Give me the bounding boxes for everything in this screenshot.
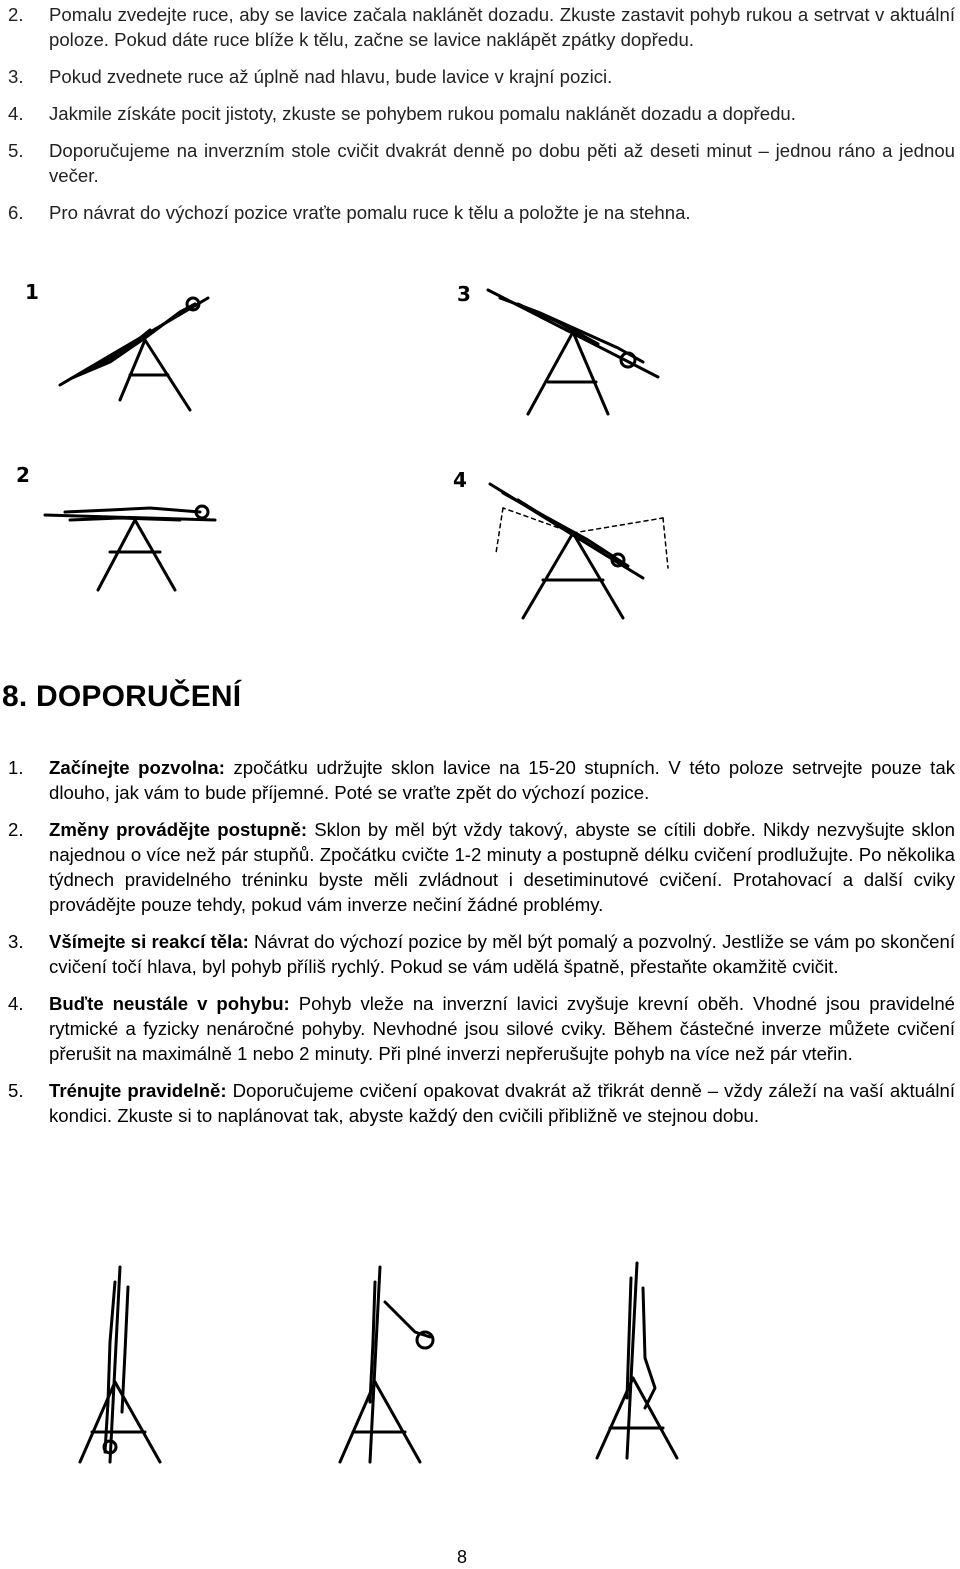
item-text: Pomalu zvedejte ruce, aby se lavice začala naklánět dozadu. Zkuste zastavit pohyb rukou a setrvat v aktuální poloze. Pokud dáte ruce blíže k tělu, začne se lavice naklápět zpátky dopředu.	[49, 4, 955, 50]
item-text: zpočátku udržujte sklon lavice na 15-20 stupních. V této poloze setrvejte pouze tak dlouho, jak vám to bude příjemné. Poté se vraťte zpět do výchozí pozice.	[49, 757, 955, 803]
inversion-illustration-4	[478, 478, 678, 628]
item-heading: Buďte neustále v pohybu:	[49, 993, 290, 1014]
item-number: 1.	[8, 757, 24, 778]
recommendations-list	[8, 755, 955, 1140]
list-item	[8, 817, 955, 917]
list-item	[8, 101, 955, 126]
page-number: 8	[456, 1547, 467, 1567]
item-heading: Změny provádějte postupně:	[49, 819, 308, 840]
item-heading: Začínejte pozvolna:	[49, 757, 225, 778]
item-text: Návrat do výchozí pozice by měl být pomalý a pozvolný. Jestliže se vám po skončení cvičení točí hlava, byl pohyb příliš rychlý. Pokud se vám udělá špatně, přestaňte okamžitě cvičit.	[49, 931, 955, 977]
item-number: 2.	[8, 4, 24, 25]
list-item	[8, 138, 955, 188]
figure-number: 2	[16, 463, 30, 487]
inversion-illustration-3	[478, 282, 668, 422]
list-item	[8, 2, 955, 52]
item-heading: Trénujte pravidelně:	[49, 1080, 227, 1101]
full-inversion-illustration-3	[585, 1258, 705, 1468]
figure-number: 4	[453, 468, 467, 492]
item-number: 3.	[8, 66, 24, 87]
item-heading: Všímejte si reakcí těla:	[49, 931, 249, 952]
item-text: Pohyb vleže na inverzní lavici zvyšuje krevní oběh. Vhodné jsou pravidelné rytmické a fyzicky nenáročné pohyby. Nevhodné jsou silové cviky. Během částečné inverze můžete cvičení přerušit na maximálně 1 nebo 2 minuty. Při plné inverzi nepřerušujte pohyb na více než pár vteřin.	[49, 993, 956, 1064]
item-text: Sklon by měl být vždy takový, abyste se cítili dobře. Nikdy nezvyšujte sklon najednou o více než pár stupňů. Zpočátku cvičte 1-2 minuty a postupně délku cvičení prodlužujte. Po několika týdnech pravidelného tréninku byste měli zvládnout i desetiminutové cvičení. Protahovací a další cviky provádějte pouze tehdy, pokud vám inverze nečiní žádné problémy.	[49, 819, 956, 915]
item-number: 2.	[8, 819, 24, 840]
item-number: 4.	[8, 103, 24, 124]
figure-number: 3	[457, 282, 471, 306]
list-item	[8, 1078, 955, 1128]
item-number: 5.	[8, 1080, 24, 1101]
item-number: 6.	[8, 202, 24, 223]
figure-number: 1	[25, 280, 39, 304]
item-text: Pro návrat do výchozí pozice vraťte pomalu ruce k tělu a položte je na stehna.	[49, 202, 691, 223]
item-number: 4.	[8, 993, 24, 1014]
list-item	[8, 929, 955, 979]
item-number: 3.	[8, 931, 24, 952]
inversion-illustration-2	[40, 490, 220, 600]
list-item	[8, 755, 955, 805]
list-item	[8, 991, 955, 1066]
inversion-illustration-1	[50, 290, 220, 420]
item-text: Pokud zvednete ruce až úplně nad hlavu, bude lavice v krajní pozici.	[49, 66, 613, 87]
section-title: 8. DOPORUČENÍ	[2, 680, 242, 713]
full-inversion-illustration-2	[325, 1262, 455, 1472]
item-text: Doporučujeme na inverzním stole cvičit dvakrát denně po dobu pěti až deseti minut – jednou ráno a jednou večer.	[49, 140, 955, 186]
item-text: Jakmile získáte pocit jistoty, zkuste se pohybem rukou pomalu naklánět dozadu a dopředu.	[49, 103, 796, 124]
item-number: 5.	[8, 140, 24, 161]
instruction-list	[8, 2, 955, 237]
full-inversion-illustration-1	[70, 1262, 180, 1472]
list-item	[8, 64, 955, 89]
item-text: Doporučujeme cvičení opakovat dvakrát až třikrát denně – vždy záleží na vaší aktuální kondici. Zkuste si to naplánovat tak, abyste každý den cvičili přibližně ve stejnou dobu.	[49, 1080, 955, 1126]
list-item	[8, 200, 955, 225]
